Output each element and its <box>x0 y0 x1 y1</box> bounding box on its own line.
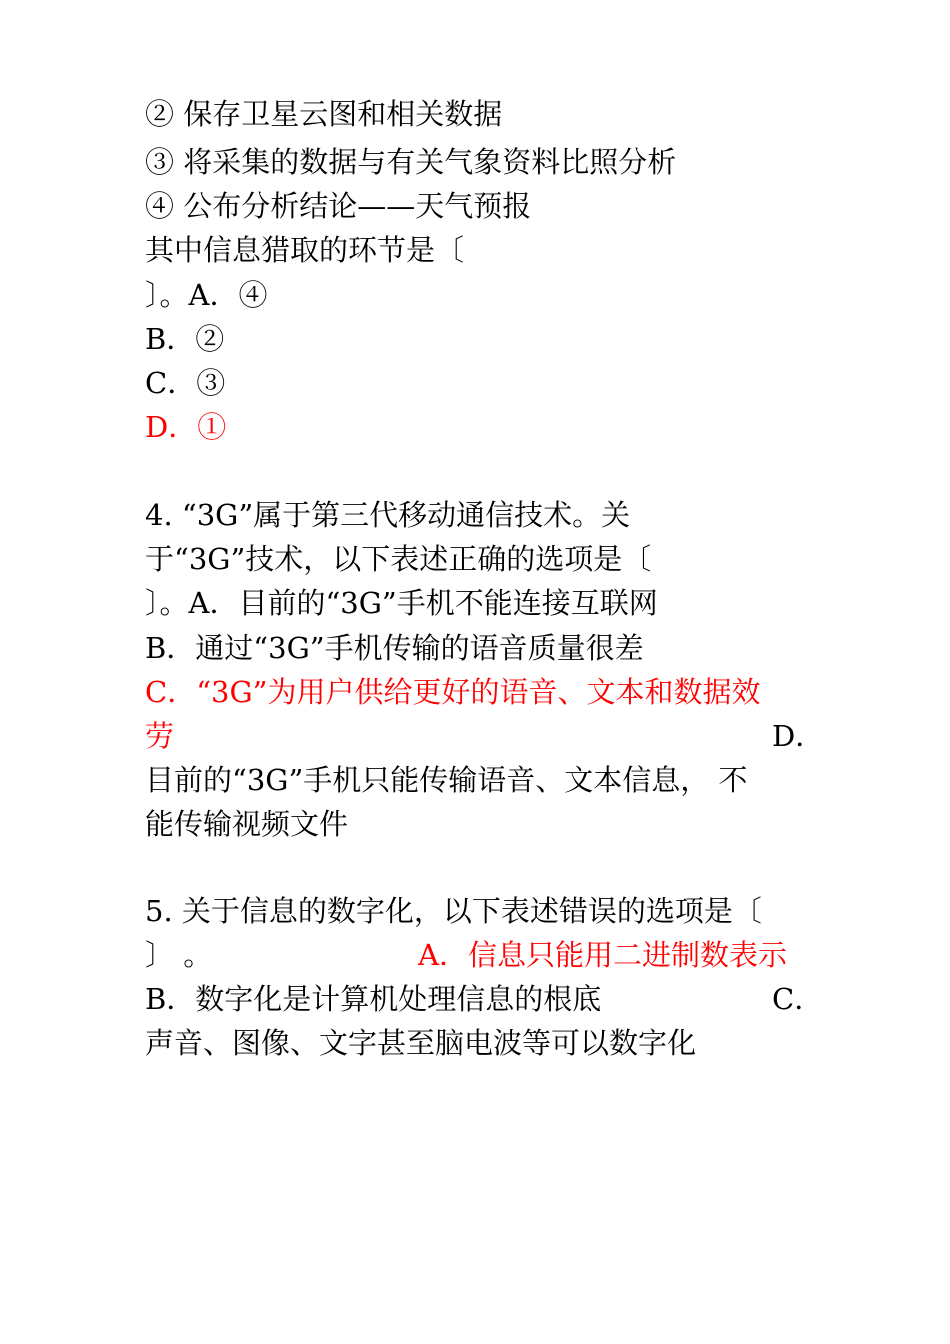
q4-stem-line-1: 4. “3G”属于第三代移动通信技术。关 <box>145 498 631 532</box>
q5-option-c-label: C． <box>772 982 824 1016</box>
q4-option-d-cont: 能传输视频文件 <box>145 807 349 841</box>
q4-stem-line-2: 于“3G”技术，以下表述正确的选项是〔 <box>145 542 652 576</box>
q3-option-d-answer: D．① <box>145 410 227 444</box>
q3-step-2: ② 保存卫星云图和相关数据 <box>145 97 503 131</box>
q5-option-b: B．数字化是计算机处理信息的根底 <box>145 982 602 1016</box>
q4-option-c-answer-cont: 劳 <box>145 719 175 753</box>
q3-stem: 其中信息猎取的环节是〔 <box>145 233 465 267</box>
q3-option-b: B．② <box>145 322 225 356</box>
q4-option-c-answer: C．“3G”为用户供给更好的语音、文本和数据效 <box>145 675 761 709</box>
q5-option-a-answer: A．信息只能用二进制数表示 <box>418 938 787 972</box>
q5-stem: 5. 关于信息的数字化，以下表述错误的选项是〔 <box>145 894 762 928</box>
q3-step-3: ③ 将采集的数据与有关气象资料比照分析 <box>145 145 677 179</box>
q4-option-b: B．通过“3G”手机传输的语音质量很差 <box>145 631 644 665</box>
q5-stem-end: 〕 。 <box>145 938 213 972</box>
q3-option-a: 〕。A．④ <box>145 278 268 312</box>
q4-option-d-label: D． <box>772 719 825 753</box>
q4-option-a: 〕。A．目前的“3G”手机不能连接互联网 <box>145 586 658 620</box>
q3-option-c: C．③ <box>145 366 226 400</box>
q5-option-c: 声音、图像、文字甚至脑电波等可以数字化 <box>145 1026 697 1060</box>
q4-option-d: 目前的“3G”手机只能传输语音、文本信息， 不 <box>145 763 748 797</box>
q3-step-4: ④ 公布分析结论——天气预报 <box>145 189 532 223</box>
